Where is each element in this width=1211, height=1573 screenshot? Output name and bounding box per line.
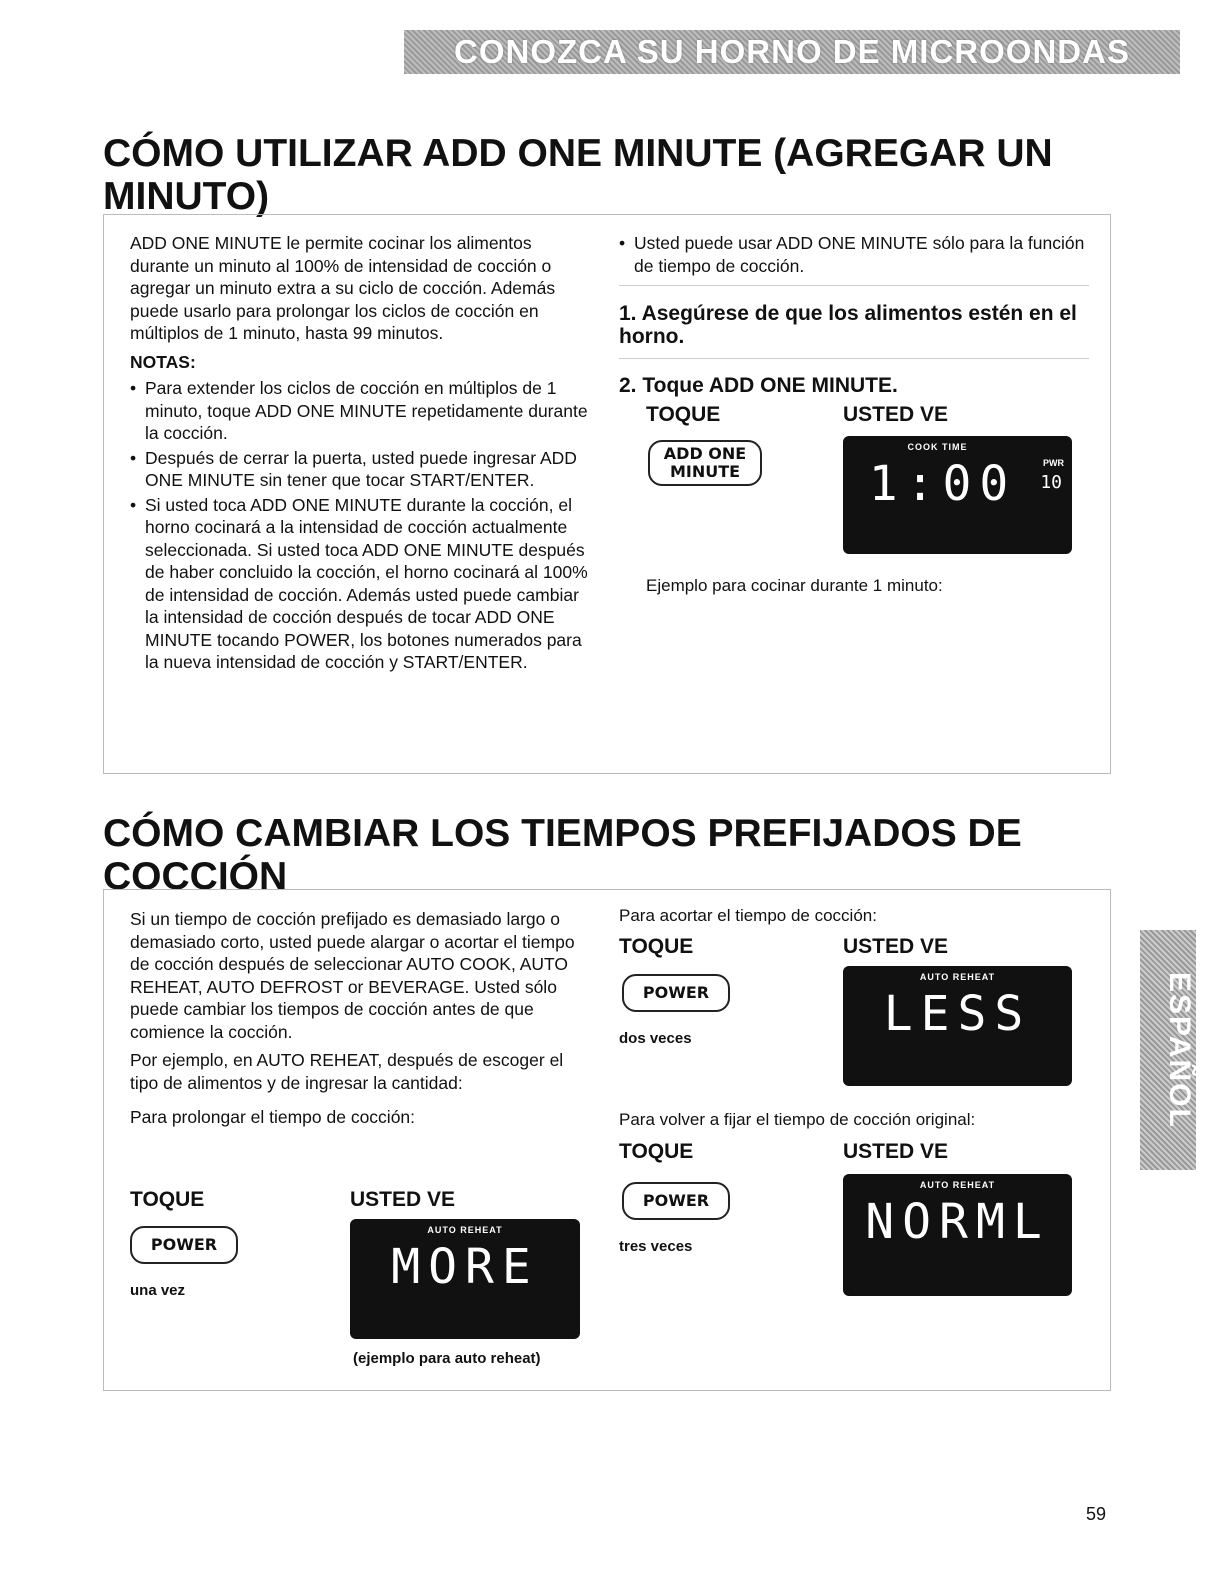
section1-title: CÓMO UTILIZAR ADD ONE MINUTE (AGREGAR UN MINUTO) (103, 132, 1053, 218)
divider (619, 358, 1089, 359)
display-value: MORE (391, 1239, 539, 1295)
paragraph: Si un tiempo de cocción prefijado es demasiado largo o demasiado corto, usted puede alargar o acortar el tiempo de cocción después de seleccionar AUTO COOK, AUTO REHEAT, AUTO DEFROST or BEVERAGE. Usted sólo puede cambiar los tiempos de cocción antes de que comience la cocción. (130, 909, 575, 1042)
power-button[interactable]: POWER (622, 974, 730, 1012)
display-normal (843, 1174, 1072, 1296)
intro-paragraph: ADD ONE MINUTE le permite cocinar los alimentos durante un minuto al 100% de intensidad de cocción o agregar un minuto extra a su ciclo de cocción. Además puede usarlo para prolongar los ciclos de cocción en múltiplos de 1 minuto, hasta 99 minutos. (130, 233, 556, 343)
note-item: • Si usted toca ADD ONE MINUTE durante la cocción, el horno cocinará a la intensidad de cocción actualmente seleccionada. Si usted toca ADD ONE MINUTE después de haber concluido la cocción, el horno cocinará al 100% de intensidad de cocción. Además usted puede cambiar la intensidad de cocción después de tocar ADD ONE MINUTE tocando POWER, los botones numerados para la nueva intensidad de cocción y START/ENTER. (130, 494, 595, 674)
paragraph: Para prolongar el tiempo de cocción: (130, 1107, 416, 1127)
see-label: USTED VE (843, 1140, 949, 1163)
display-more (350, 1219, 580, 1339)
divider (619, 285, 1089, 286)
add-one-minute-button[interactable]: ADD ONE MINUTE (648, 440, 762, 486)
display-top-label: COOK TIME (907, 442, 968, 452)
press-count: dos veces (619, 1030, 692, 1047)
display-top-label: AUTO REHEAT (919, 1180, 996, 1190)
note-item: • Después de cerrar la puerta, usted puede ingresar ADD ONE MINUTE sin tener que tocar START/ENTER. (130, 447, 595, 492)
section2-left-column (130, 908, 595, 1135)
step-2: 2. Toque ADD ONE MINUTE. (619, 374, 898, 397)
display-value: NORML (865, 1194, 1050, 1250)
touch-label: TOQUE (646, 403, 721, 426)
display-less (843, 966, 1072, 1086)
see-label: USTED VE (843, 935, 949, 958)
pwr-label: PWR (1043, 458, 1064, 468)
display-cook-time (843, 436, 1072, 554)
paragraph: Por ejemplo, en AUTO REHEAT, después de escoger el tipo de alimentos y de ingresar la cantidad: (130, 1050, 564, 1093)
section-banner: CONOZCA SU HORNO DE MICROONDAS (404, 30, 1180, 74)
display-value: LESS (883, 986, 1032, 1042)
language-tab: ESPAÑOL (1140, 930, 1196, 1170)
display-value: 1:00 (868, 456, 1017, 512)
display-top-label: AUTO REHEAT (427, 1225, 503, 1235)
notes-list (130, 377, 595, 674)
reset-text: Para volver a fijar el tiempo de cocción original: (619, 1110, 976, 1129)
press-count: tres veces (619, 1238, 693, 1255)
display-top-label: AUTO REHEAT (919, 972, 996, 982)
press-count: una vez (130, 1282, 186, 1299)
example-caption: (ejemplo para auto reheat) (353, 1350, 541, 1367)
see-label: USTED VE (843, 403, 949, 426)
touch-label: TOQUE (619, 1140, 694, 1163)
power-button[interactable]: POWER (622, 1182, 730, 1220)
pwr-value: 10 (1040, 472, 1062, 493)
page-number: 59 (1086, 1504, 1107, 1524)
section1-left-column (130, 232, 595, 676)
right-note: • Usted puede usar ADD ONE MINUTE sólo para la función de tiempo de cocción. (619, 232, 1089, 277)
section1-right-note (619, 232, 1089, 279)
section2-title: CÓMO CAMBIAR LOS TIEMPOS PREFIJADOS DE COCCIÓN (103, 812, 1022, 898)
notes-title: NOTAS: (130, 351, 196, 372)
see-label: USTED VE (350, 1188, 456, 1211)
touch-label: TOQUE (619, 935, 694, 958)
note-item: • Para extender los ciclos de cocción en múltiplos de 1 minuto, toque ADD ONE MINUTE repetidamente durante la cocción. (130, 377, 595, 445)
touch-label: TOQUE (130, 1188, 205, 1211)
power-button[interactable]: POWER (130, 1226, 238, 1264)
example-caption: Ejemplo para cocinar durante 1 minuto: (646, 576, 943, 595)
shorten-text: Para acortar el tiempo de cocción: (619, 906, 877, 925)
step-1: 1. Asegúrese de que los alimentos estén en el horno. (619, 302, 1077, 348)
